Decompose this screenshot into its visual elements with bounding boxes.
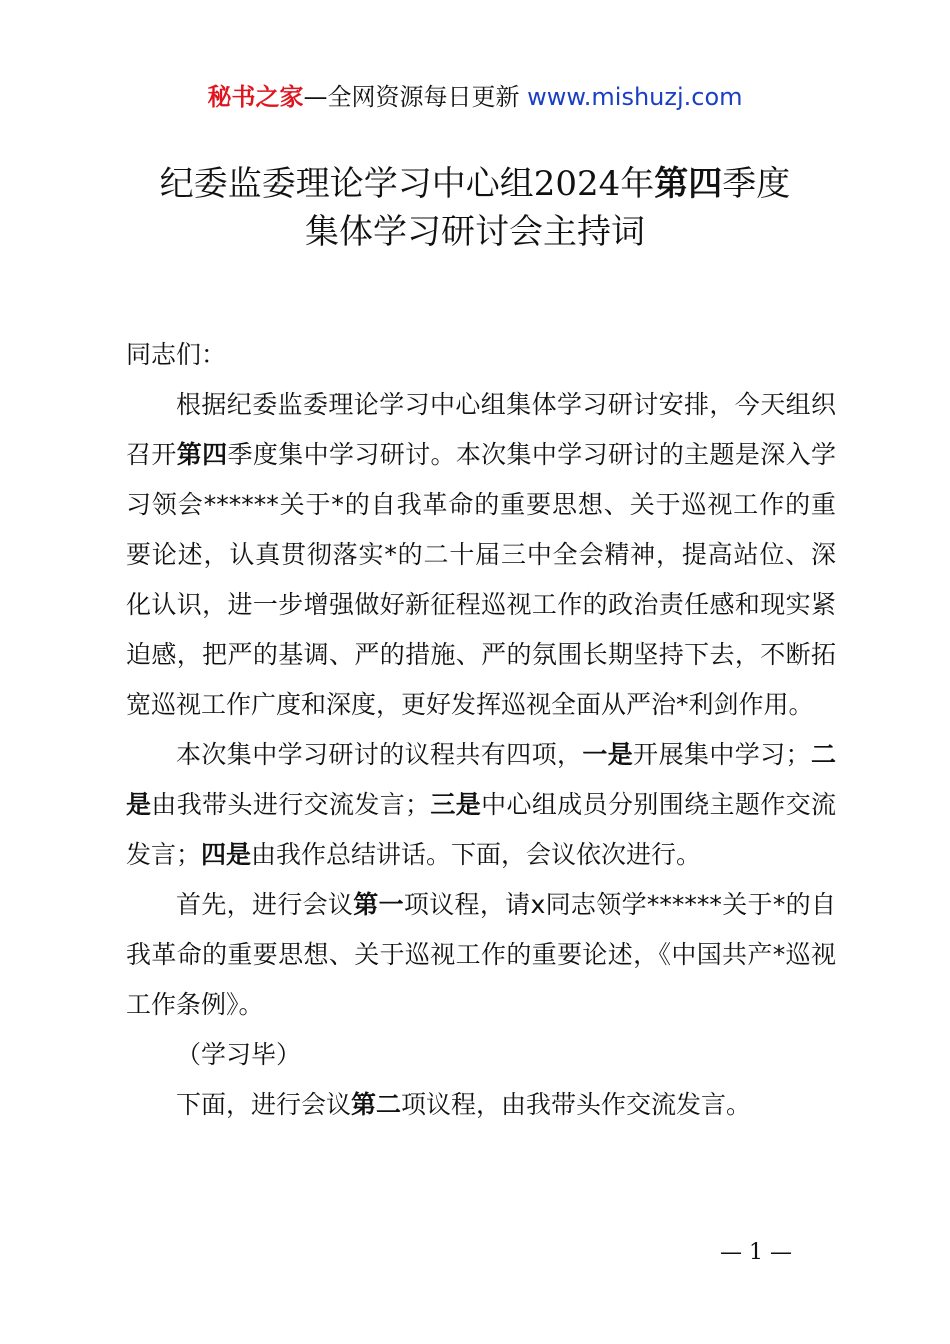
title-line-1: 纪委监委理论学习中心组2024年第四季度 <box>159 164 791 204</box>
salutation: 同志们： <box>126 340 227 369</box>
paragraph-study-done: （学习毕） <box>176 1040 302 1069</box>
document-title <box>0 160 950 256</box>
paragraph-second-item: 下面，进行会议第二项议程，由我带头作交流发言。 <box>176 1090 752 1119</box>
website-url[interactable]: www.mishuzj.com <box>527 83 743 111</box>
page-header <box>0 80 950 114</box>
page-number: — 1 — <box>720 1240 792 1265</box>
header-slogan: —全网资源每日更新 <box>303 83 520 111</box>
document-body <box>126 330 836 1130</box>
paragraph-agenda: 本次集中学习研讨的议程共有四项，一是开展集中学习；二是由我带头进行交流发言；三是中心组成员分别围绕主题作交流发言；四是由我作总结讲话。下面，会议依次进行。 <box>126 740 836 869</box>
paragraph-intro: 根据纪委监委理论学习中心组集体学习研讨安排，今天组织召开第四季度集中学习研讨。本次集中学习研讨的主题是深入学习领会******关于*的自我革命的重要思想、关于巡视工作的重要论述，认真贯彻落实*的二十届三中全会精神，提高站位、深化认识，进一步增强做好新征程巡视工作的政治责任感和现实紧迫感，把严的基调、严的措施、严的氛围长期坚持下去，不断拓宽巡视工作广度和深度，更好发挥巡视全面从严治*利剑作用。 <box>126 390 836 719</box>
brand-name: 秘书之家 <box>207 83 304 111</box>
title-line-2: 集体学习研讨会主持词 <box>305 212 645 252</box>
paragraph-first-item: 首先，进行会议第一项议程，请x同志领学******关于*的自我革命的重要思想、关于巡视工作的重要论述，《中国共产*巡视工作条例》。 <box>126 890 836 1019</box>
